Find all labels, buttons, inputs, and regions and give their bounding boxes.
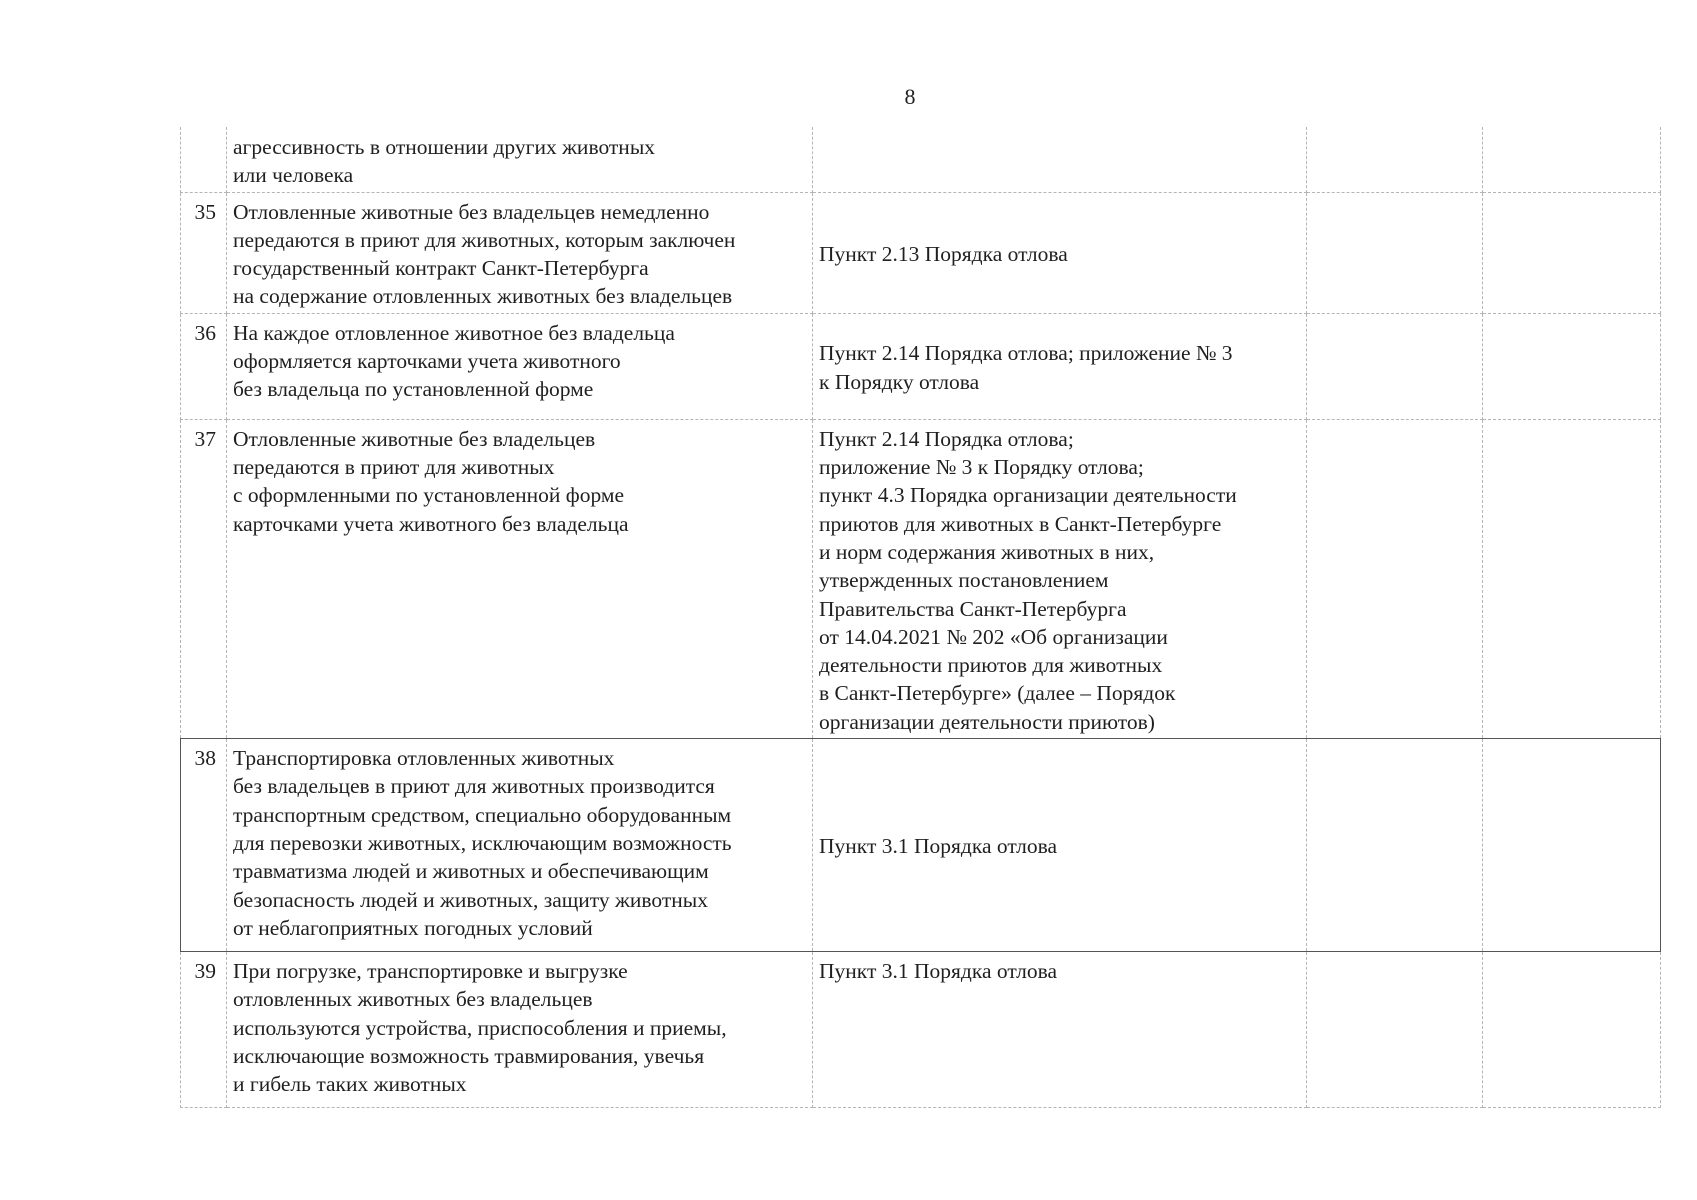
table-row: [181, 192, 1661, 313]
reference-cell: Пункт 3.1 Порядка отлова: [813, 952, 1307, 1108]
row-number: 35: [181, 192, 227, 313]
reference-cell: Пункт 2.14 Порядка отлова; приложение № 3 к Порядку отлова; пункт 4.3 Порядка организации деятельности приютов для животных в Санкт-Петербурге и норм содержания животных в них, утвержденных постановлением Правительства Санкт-Петербурга от 14.04.2021 № 202 «Об организации деятельности приютов для животных в Санкт-Петербурге» (далее – Порядок организации деятельности приютов): [813, 419, 1307, 738]
empty-cell: [1307, 739, 1483, 952]
empty-cell: [1307, 127, 1483, 192]
row-number: 37: [181, 419, 227, 738]
requirement-cell: Отловленные животные без владельцев передаются в приют для животных с оформленными по установленной форме карточками учета животного без владельца: [227, 419, 813, 738]
table-row: [181, 419, 1661, 738]
row-number: 39: [181, 952, 227, 1108]
empty-cell: [1307, 192, 1483, 313]
row-number: 38: [181, 739, 227, 952]
empty-cell: [1483, 127, 1661, 192]
requirement-cell: агрессивность в отношении других животных или человека: [227, 127, 813, 192]
reference-cell: Пункт 2.14 Порядка отлова; приложение № 3 к Порядку отлова: [813, 313, 1307, 419]
requirement-cell: Транспортировка отловленных животных без владельцев в приют для животных производится транспортным средством, специально оборудованным для перевозки животных, исключающим возможность травматизма людей и животных и обеспечивающим безопасность людей и животных, защиту животных от неблагоприятных погодных условий: [227, 739, 813, 952]
page-number: 8: [904, 84, 916, 109]
empty-cell: [1307, 419, 1483, 738]
row-number: [181, 127, 227, 192]
requirement-cell: На каждое отловленное животное без владельца оформляется карточками учета животного без владельца по установленной форме: [227, 313, 813, 419]
table-row: [181, 127, 1661, 192]
empty-cell: [1307, 313, 1483, 419]
reference-cell: [813, 127, 1307, 192]
empty-cell: [1483, 952, 1661, 1108]
empty-cell: [1483, 192, 1661, 313]
reference-cell: Пункт 3.1 Порядка отлова: [813, 739, 1307, 952]
empty-cell: [1307, 952, 1483, 1108]
table-row: [181, 739, 1661, 952]
reference-cell: Пункт 2.13 Порядка отлова: [813, 192, 1307, 313]
empty-cell: [1483, 739, 1661, 952]
requirements-table: [180, 127, 1661, 1108]
empty-cell: [1483, 419, 1661, 738]
table-row: [181, 952, 1661, 1108]
table-row: [181, 313, 1661, 419]
requirement-cell: При погрузке, транспортировке и выгрузке отловленных животных без владельцев используются устройства, приспособления и приемы, исключающие возможность травмирования, увечья и гибель таких животных: [227, 952, 813, 1108]
requirement-cell: Отловленные животные без владельцев немедленно передаются в приют для животных, которым заключен государственный контракт Санкт-Петербурга на содержание отловленных животных без владельцев: [227, 192, 813, 313]
empty-cell: [1483, 313, 1661, 419]
row-number: 36: [181, 313, 227, 419]
